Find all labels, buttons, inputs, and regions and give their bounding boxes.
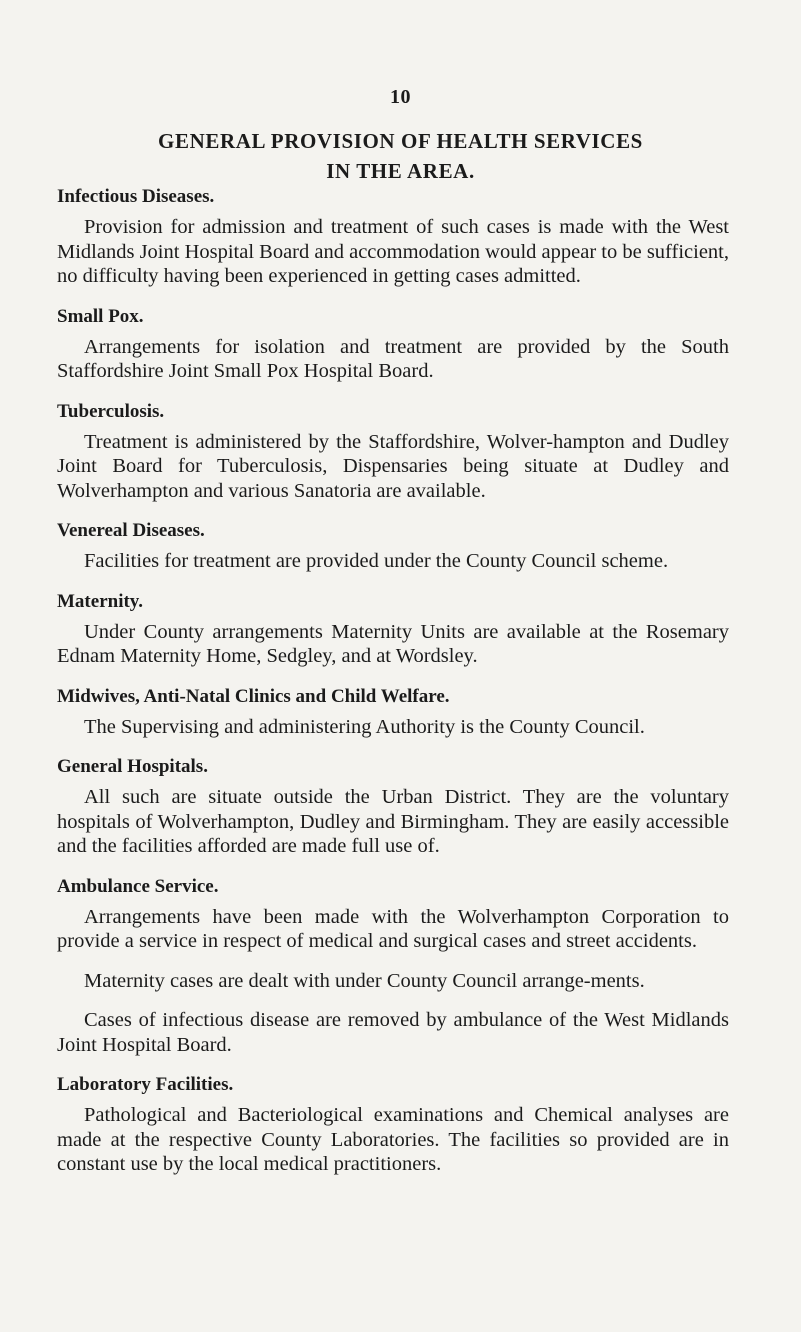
section-maternity (57, 590, 729, 669)
section-paragraph: Treatment is administered by the Staffordshire, Wolver-hampton and Dudley Joint Board for Tuberculosis, Dispensaries being situate at Dudley and Wolverhampton and various Sanatoria are available. (57, 430, 729, 502)
section-heading: General Hospitals. (57, 756, 208, 777)
section-ambulance-service (57, 875, 729, 1058)
section-paragraph: Provision for admission and treatment of such cases is made with the West Midlands Joint Hospital Board and accommodation would appear to be sufficient, no difficulty having been experienced in getting cases admitted. (57, 216, 729, 287)
section-paragraph: Pathological and Bacteriological examinations and Chemical analyses are made at the respective County Laboratories. The facilities so provided are in constant use by the local medical practitioners. (57, 1104, 729, 1175)
document-body (57, 185, 729, 1193)
title-line-1: GENERAL PROVISION OF HEALTH SERVICES (158, 129, 643, 153)
section-paragraph: Cases of infectious disease are removed by ambulance of the West Midlands Joint Hospital Board. (57, 1009, 729, 1056)
section-heading: Midwives, Anti-Natal Clinics and Child Welfare. (57, 685, 450, 707)
section-heading: Maternity. (57, 590, 144, 612)
section-paragraph: All such are situate outside the Urban District. They are the voluntary hospitals of Wolverhampton, Dudley and Birmingham. They are easily accessible and the facilities afforded are made full use of. (57, 786, 729, 857)
section-heading: Tuberculosis. (57, 400, 165, 422)
section-heading: Infectious Diseases. (57, 186, 215, 207)
section-paragraph: Facilities for treatment are provided under the County Council scheme. (84, 550, 669, 572)
page-title (60, 126, 741, 186)
section-paragraph: Under County arrangements Maternity Units are available at the Rosemary Ednam Maternity Home, Sedgley, and at Wordsley. (57, 620, 729, 667)
section-laboratory-facilities (57, 1073, 729, 1177)
section-general-hospitals (57, 755, 729, 859)
section-paragraph: Arrangements have been made with the Wolverhampton Corporation to provide a service in respect of medical and surgical cases and street accidents. (57, 905, 729, 952)
title-line-2: IN THE AREA. (326, 159, 475, 183)
section-heading: Venereal Diseases. (57, 520, 205, 541)
section-paragraph: Maternity cases are dealt with under County Council arrange-ments. (84, 969, 645, 992)
section-venereal-diseases (57, 519, 729, 574)
section-heading: Laboratory Facilities. (57, 1074, 234, 1095)
section-heading: Small Pox. (57, 305, 144, 327)
section-paragraph: Arrangements for isolation and treatment are provided by the South Staffordshire Joint Small Pox Hospital Board. (57, 335, 729, 382)
section-infectious-diseases (57, 185, 729, 289)
page-number: 10 (390, 86, 411, 108)
section-paragraph: The Supervising and administering Authority is the County Council. (84, 715, 645, 738)
section-midwives-clinics-child-welfare (57, 685, 729, 740)
section-tuberculosis (57, 400, 729, 504)
section-heading: Ambulance Service. (57, 875, 219, 897)
section-small-pox (57, 305, 729, 384)
